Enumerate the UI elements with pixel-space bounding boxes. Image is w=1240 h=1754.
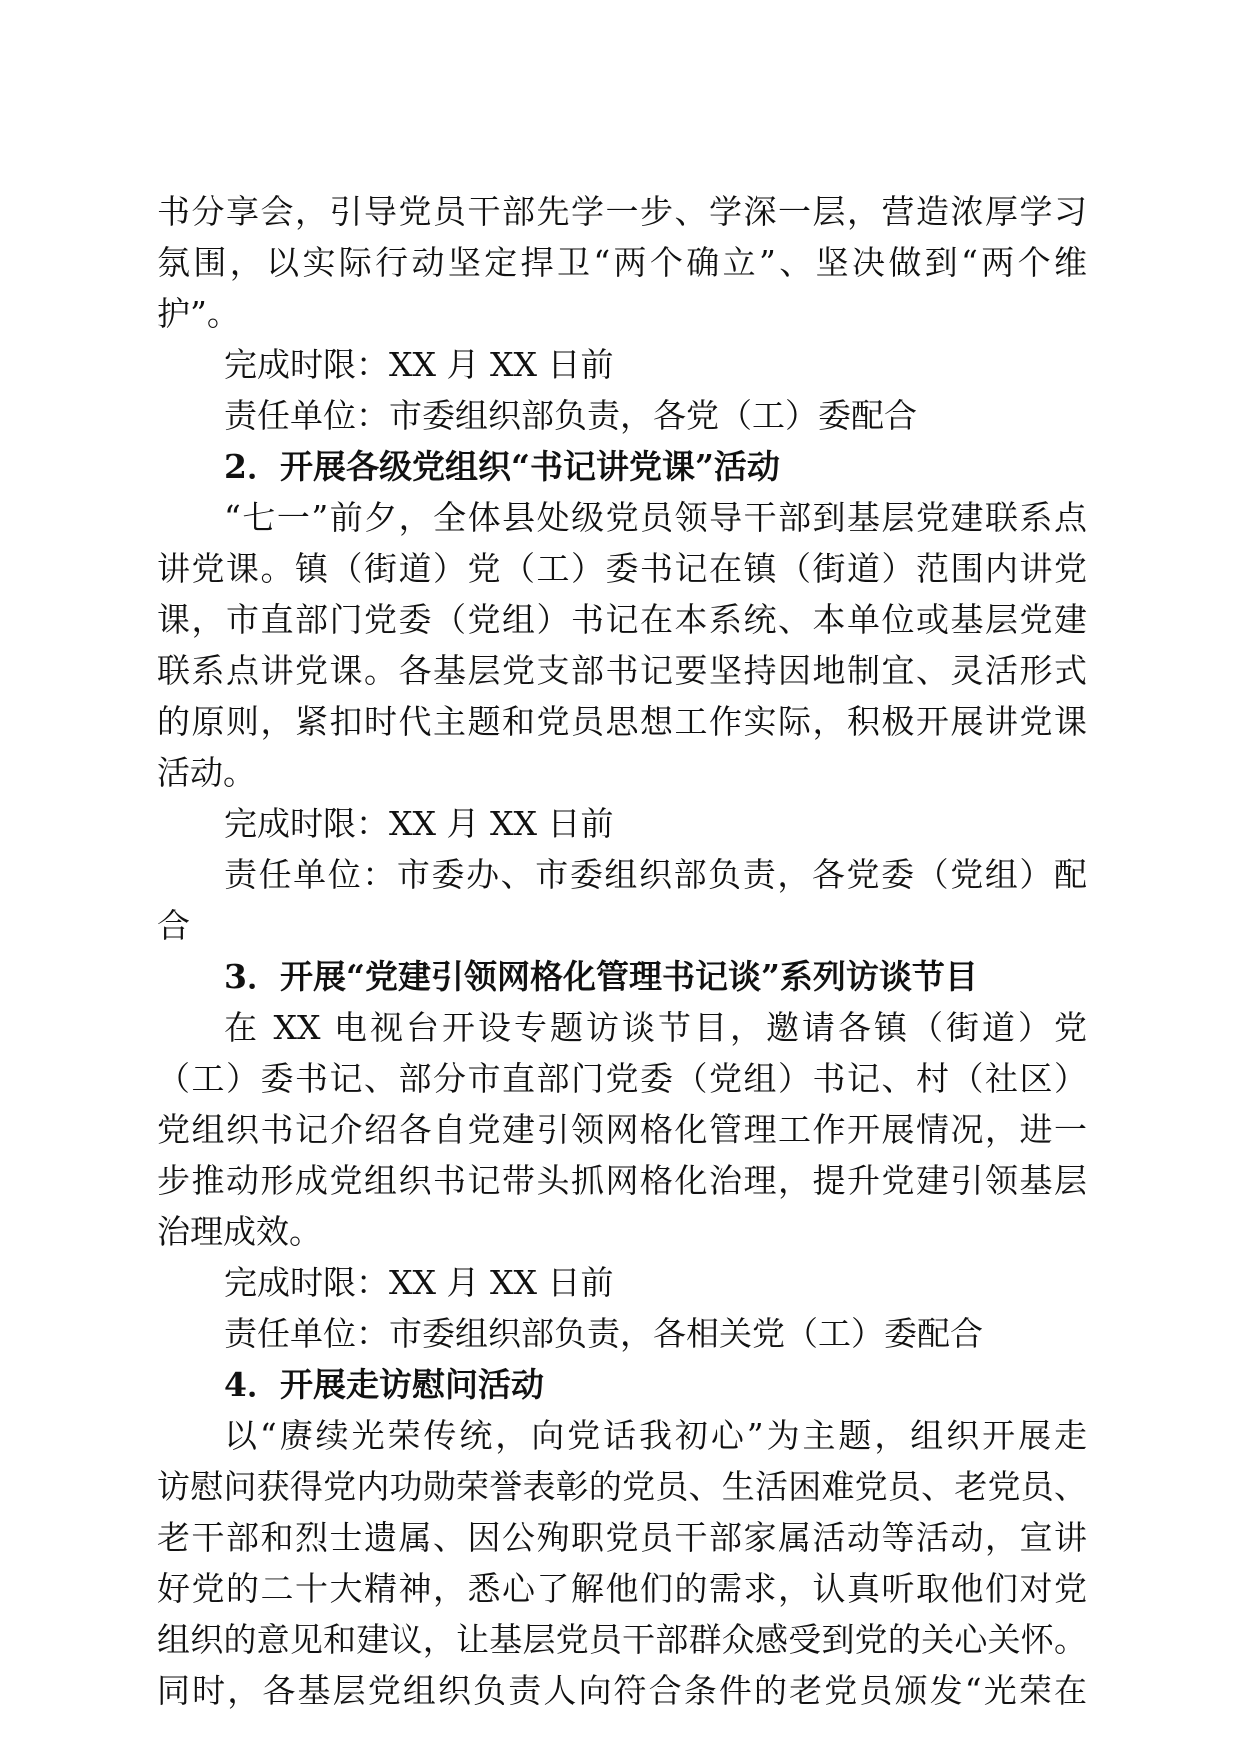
body-text-line: 步推动形成党组织书记带头抓网格化治理，提升党建引领基层 — [157, 1161, 1087, 1200]
body-text-line: “七一”前夕，全体县处级党员领导干部到基层党建联系点 — [224, 498, 1087, 537]
body-text-line: 讲党课。镇（街道）党（工）委书记在镇（街道）范围内讲党 — [157, 549, 1087, 588]
body-text-line: 以“赓续光荣传统，向党话我初心”为主题，组织开展走 — [224, 1416, 1087, 1455]
body-text-line: （工）委书记、部分市直部门党委（党组）书记、村（社区） — [157, 1059, 1087, 1098]
section-heading: 2．开展各级党组织“书记讲党课”活动 — [224, 447, 780, 486]
body-text-line: 联系点讲党课。各基层党支部书记要坚持因地制宜、灵活形式 — [157, 651, 1087, 690]
body-text-line: 课，市直部门党委（党组）书记在本系统、本单位或基层党建 — [157, 600, 1087, 639]
body-text-line: 组织的意见和建议，让基层党员干部群众感受到党的关心关怀。 — [157, 1620, 1087, 1659]
responsible-unit-line: 合 — [157, 906, 190, 945]
body-text-line: 在 XX 电视台开设专题访谈节目，邀请各镇（街道）党 — [224, 1008, 1087, 1047]
deadline-line: 完成时限：XX 月 XX 日前 — [224, 804, 614, 843]
section-heading: 4．开展走访慰问活动 — [224, 1365, 544, 1404]
body-text-line: 访慰问获得党内功勋荣誉表彰的党员、生活困难党员、老党员、 — [157, 1467, 1087, 1506]
responsible-unit-line: 责任单位：市委组织部负责，各党（工）委配合 — [224, 396, 917, 435]
body-text-line: 党组织书记介绍各自党建引领网格化管理工作开展情况，进一 — [157, 1110, 1087, 1149]
deadline-line: 完成时限：XX 月 XX 日前 — [224, 345, 614, 384]
body-text-line: 护”。 — [157, 294, 240, 333]
body-text-line: 的原则，紧扣时代主题和党员思想工作实际，积极开展讲党课 — [157, 702, 1087, 741]
body-text-line: 老干部和烈士遗属、因公殉职党员干部家属活动等活动，宣讲 — [157, 1518, 1087, 1557]
body-text-line: 氛围，以实际行动坚定捍卫“两个确立”、坚决做到“两个维 — [157, 243, 1087, 282]
section-heading: 3．开展“党建引领网格化管理书记谈”系列访谈节目 — [224, 957, 978, 996]
deadline-line: 完成时限：XX 月 XX 日前 — [224, 1263, 614, 1302]
body-text-line: 书分享会，引导党员干部先学一步、学深一层，营造浓厚学习 — [157, 192, 1087, 231]
body-text-line: 好党的二十大精神，悉心了解他们的需求，认真听取他们对党 — [157, 1569, 1087, 1608]
body-text-line: 治理成效。 — [157, 1212, 322, 1251]
body-text-line: 活动。 — [157, 753, 256, 792]
body-text-line: 同时，各基层党组织负责人向符合条件的老党员颁发“光荣在 — [157, 1671, 1087, 1710]
responsible-unit-line: 责任单位：市委组织部负责，各相关党（工）委配合 — [224, 1314, 983, 1353]
responsible-unit-line: 责任单位：市委办、市委组织部负责，各党委（党组）配 — [224, 855, 1087, 894]
